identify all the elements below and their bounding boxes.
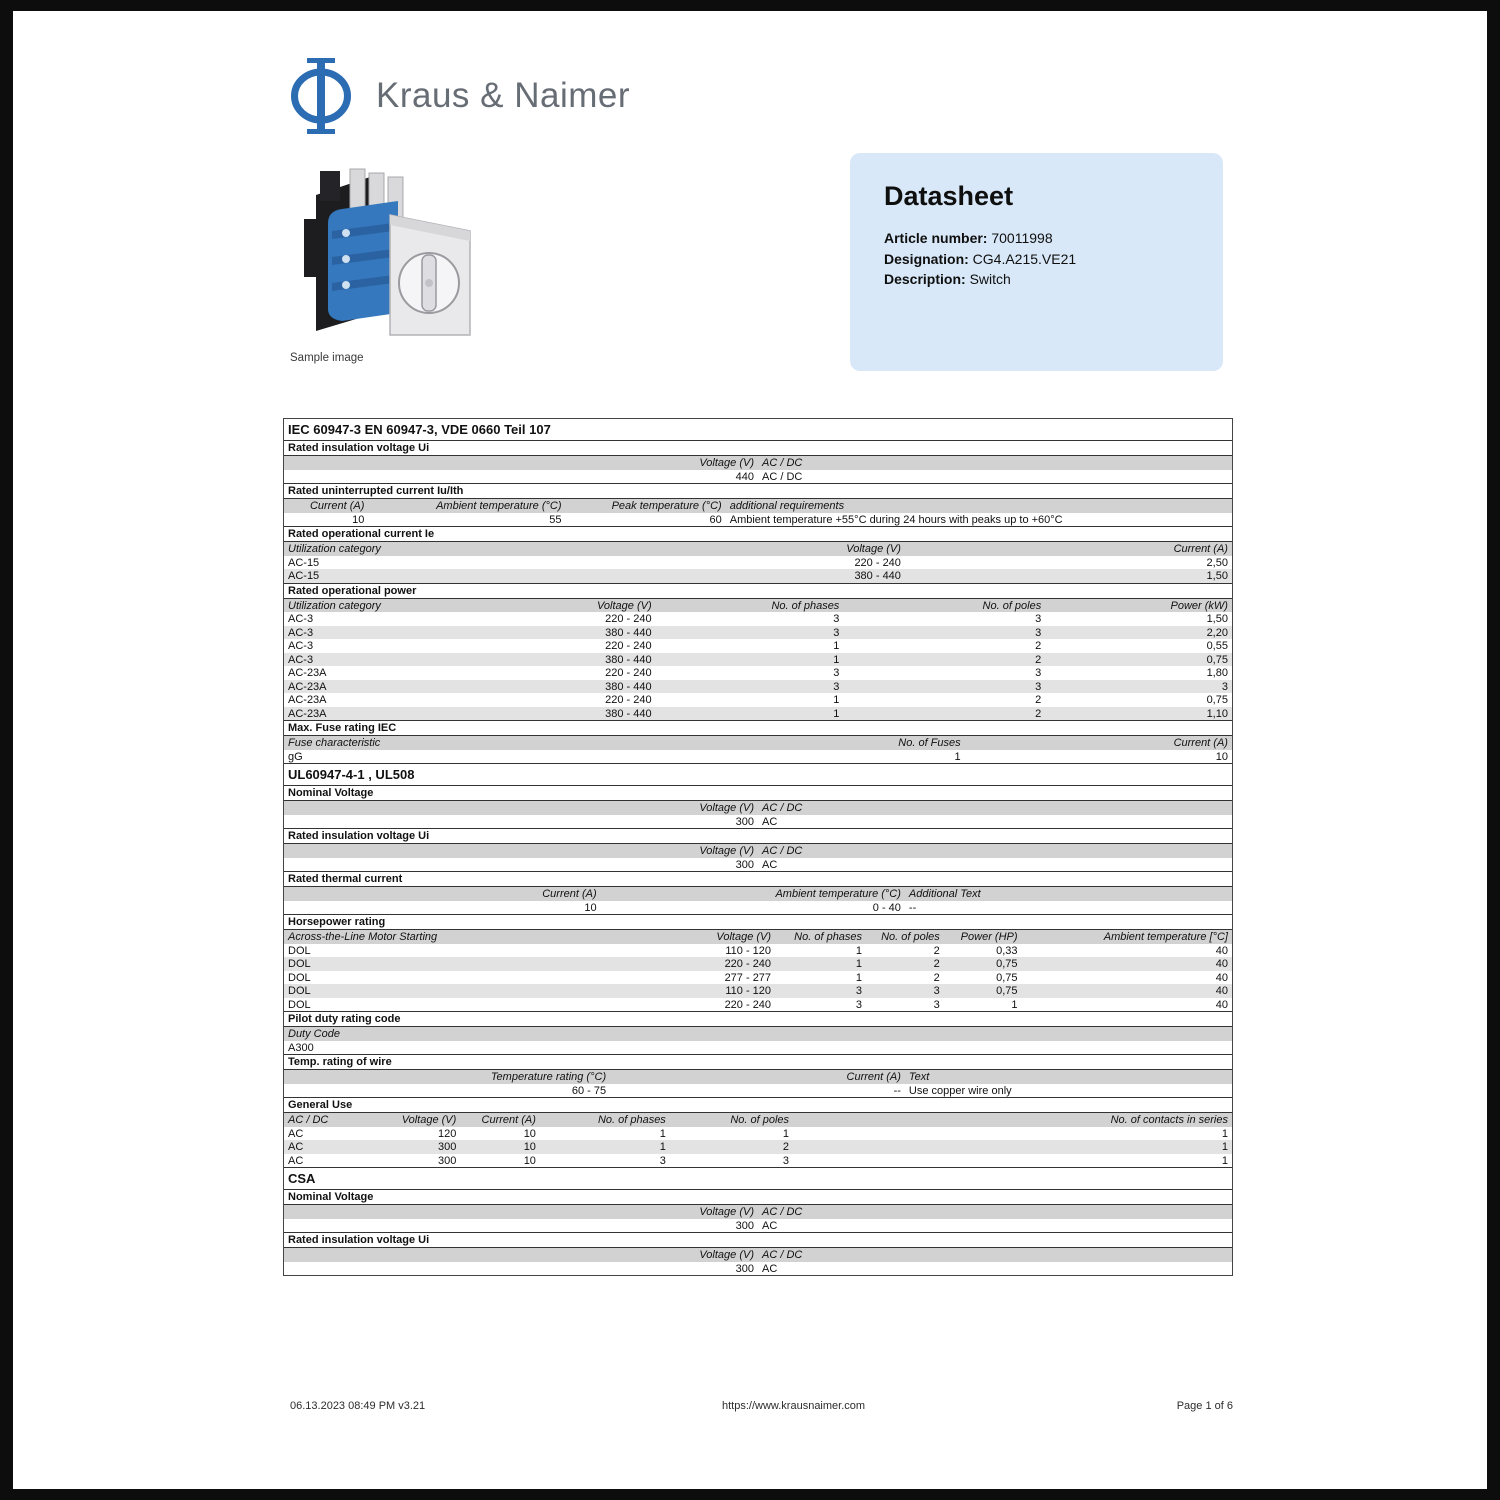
data-cell: 2 [1035, 640, 1042, 652]
column-header-cell: Voltage (V) [699, 1206, 754, 1218]
column-header-row [284, 844, 1232, 858]
data-cell: 1 [1221, 1141, 1228, 1153]
footer-url-link[interactable]: https://www.krausnaimer.com [722, 1400, 866, 1412]
data-row [284, 470, 1232, 484]
data-cell: 1 [1221, 1154, 1228, 1167]
data-row [284, 666, 1232, 680]
data-row [284, 750, 1232, 764]
column-header-cell: AC / DC [762, 802, 803, 814]
footer-page-number: Page 1 of 6 [1176, 1400, 1233, 1412]
data-cell: 0,75 [1206, 653, 1228, 666]
data-cell: 380 - 440 [854, 570, 901, 582]
data-row [284, 815, 1232, 829]
data-row [284, 957, 1232, 971]
infobox-field-value: CG4.A215.VE21 [972, 250, 1077, 267]
column-header-cell: No. of contacts in series [1110, 1114, 1228, 1126]
data-row [284, 984, 1232, 998]
column-header-row [284, 1248, 1232, 1262]
column-header-cell: Current (A) [846, 1071, 901, 1083]
subsection-title-row: Rated uninterrupted current Iu/Ith [284, 483, 1232, 499]
column-header-cell: No. of Fuses [898, 737, 961, 749]
data-cell: 3 [1035, 626, 1042, 639]
data-row [284, 513, 1232, 527]
data-cell: 1 [833, 653, 840, 666]
subsection-title-row: General Use [284, 1097, 1232, 1113]
brand-logo [290, 56, 630, 136]
data-cell: AC [762, 815, 778, 828]
column-header-cell: Additional Text [908, 888, 981, 900]
data-cell: AC [762, 1262, 778, 1275]
data-cell: 220 - 240 [605, 613, 652, 625]
data-cell: 300 [735, 1219, 754, 1232]
column-header-cell: Voltage (V) [846, 543, 901, 555]
subsection-title-row: Rated thermal current [284, 871, 1232, 887]
data-cell: DOL [288, 958, 311, 970]
subsection-title-row: Temp. rating of wire [284, 1054, 1232, 1070]
data-cell: AC-23A [288, 694, 327, 706]
column-header-row [284, 801, 1232, 815]
infobox-field [884, 228, 1189, 249]
data-row [284, 693, 1232, 707]
data-row [284, 971, 1232, 985]
data-cell: 1 [833, 694, 840, 706]
data-cell: 60 - 75 [571, 1084, 607, 1097]
data-cell: AC-23A [288, 680, 327, 693]
data-cell: 1,50 [1206, 570, 1228, 582]
data-cell: 2 [1035, 653, 1042, 666]
column-header-cell: Across-the-Line Motor Starting [288, 931, 438, 943]
data-cell: 380 - 440 [605, 707, 652, 720]
data-cell: 300 [735, 1262, 754, 1275]
column-header-cell: Voltage (V) [699, 845, 754, 857]
column-header-cell: Current (A) [542, 888, 597, 900]
column-header-cell: Utilization category [288, 543, 381, 555]
sample-image-caption: Sample image [290, 352, 364, 364]
column-header-row [284, 499, 1232, 513]
data-cell: AC [762, 858, 778, 871]
data-cell: 120 [437, 1127, 457, 1140]
column-header-row [284, 930, 1232, 944]
data-cell: 40 [1215, 985, 1228, 997]
data-cell: AC-3 [288, 626, 314, 639]
column-header-cell: Voltage (V) [716, 931, 772, 943]
column-header-cell: Voltage (V) [699, 802, 754, 814]
data-cell: DOL [288, 998, 311, 1011]
column-header-row [284, 1205, 1232, 1219]
column-header-cell: Ambient temperature (°C) [775, 888, 901, 900]
data-cell: 1 [855, 944, 863, 957]
column-header-cell: Current (A) [1173, 737, 1228, 749]
data-cell: 300 [437, 1154, 457, 1167]
subsection-title-row: Pilot duty rating code [284, 1011, 1232, 1027]
infobox-field-label: Designation: [884, 250, 973, 267]
data-cell: 0 - 40 [872, 901, 901, 914]
data-cell: 1 [833, 640, 840, 652]
infobox-field-value: Switch [969, 271, 1011, 287]
subsection-title-row: Rated insulation voltage Ui [284, 441, 1232, 456]
data-cell: 1,50 [1206, 613, 1228, 625]
infobox-fields [884, 228, 1189, 290]
column-header-cell: AC / DC [762, 1249, 803, 1261]
column-header-cell: Fuse characteristic [288, 737, 381, 749]
column-header-cell: AC / DC [762, 1206, 803, 1218]
data-cell: 220 - 240 [605, 640, 652, 652]
data-cell: 10 [523, 1141, 536, 1153]
data-cell: 0,75 [996, 971, 1018, 984]
data-cell: 40 [1215, 998, 1228, 1011]
data-cell: 1 [1011, 998, 1018, 1011]
data-row [284, 1041, 1232, 1055]
data-cell: AC-23A [288, 707, 327, 720]
column-header-cell: Voltage (V) [699, 457, 754, 469]
infobox-field-label: Description: [884, 271, 970, 287]
data-cell: 10 [1215, 750, 1228, 763]
data-cell: 10 [352, 513, 365, 526]
data-cell: AC-3 [288, 640, 314, 652]
column-header-cell: AC / DC [762, 457, 803, 469]
data-cell: AC-15 [288, 556, 320, 569]
phi-logo-icon [290, 56, 352, 136]
subsection-title-row: Rated operational power [284, 583, 1232, 599]
data-cell: AC-15 [288, 570, 320, 582]
column-header-row [284, 887, 1232, 901]
infobox-field [884, 269, 1189, 290]
data-cell: -- [908, 901, 917, 914]
data-cell: 60 [709, 513, 722, 526]
infobox-title: Datasheet [884, 181, 1014, 211]
column-header-cell: No. of poles [881, 931, 940, 943]
data-cell: 3 [1035, 667, 1042, 679]
data-cell: A300 [288, 1041, 314, 1054]
column-header-cell: No. of poles [730, 1114, 790, 1126]
data-cell: AC [288, 1141, 304, 1153]
data-cell: 0,75 [1206, 694, 1228, 706]
data-cell: Ambient temperature +55°C during 24 hours with peaks up to +60°C [729, 513, 1063, 526]
data-row [284, 1219, 1232, 1233]
data-row [284, 1084, 1232, 1098]
data-cell: 2 [1035, 694, 1042, 706]
data-row [284, 1154, 1232, 1168]
data-cell: DOL [288, 985, 311, 997]
column-header-cell: No. of phases [794, 931, 863, 943]
data-cell: 2 [933, 944, 940, 957]
subsection-title-row: Rated insulation voltage Ui [284, 1232, 1232, 1248]
data-cell: 220 - 240 [724, 958, 772, 970]
data-row [284, 626, 1232, 640]
data-cell: 440 [735, 470, 754, 483]
data-row [284, 556, 1232, 570]
data-row [284, 1262, 1232, 1276]
data-row [284, 901, 1232, 915]
subsection-title-row: Nominal Voltage [284, 786, 1232, 801]
data-cell: 2,50 [1206, 556, 1228, 569]
column-header-row [284, 1113, 1232, 1127]
subsection-title-row: Rated insulation voltage Ui [284, 828, 1232, 844]
data-cell: 3 [833, 667, 840, 679]
column-header-cell: Current (A) [481, 1114, 536, 1126]
data-cell: 1 [833, 707, 840, 720]
data-cell: 3 [855, 985, 863, 997]
data-cell: 10 [523, 1127, 536, 1140]
data-cell: 2 [933, 958, 940, 970]
data-cell: 2,20 [1206, 626, 1228, 639]
section-title-row: IEC 60947-3 EN 60947-3, VDE 0660 Teil 107 [284, 419, 1232, 441]
data-cell: 1 [659, 1141, 666, 1153]
data-cell: AC [288, 1154, 304, 1167]
data-row [284, 1140, 1232, 1154]
data-cell: 1,10 [1206, 707, 1228, 720]
page-footer [283, 1400, 1233, 1414]
data-cell: gG [288, 750, 303, 763]
subsection-title-row: Max. Fuse rating IEC [284, 720, 1232, 736]
column-header-cell: Current (A) [1173, 543, 1228, 555]
data-row [284, 569, 1232, 583]
column-header-row [284, 1070, 1232, 1084]
column-header-cell: additional requirements [729, 500, 845, 512]
data-cell: Use copper wire only [908, 1084, 1012, 1097]
data-row [284, 612, 1232, 626]
datasheet-page [13, 11, 1487, 1489]
column-header-cell: Text [908, 1071, 930, 1083]
data-cell: 110 - 120 [725, 944, 772, 957]
data-cell: AC [288, 1127, 304, 1140]
column-header-row [284, 599, 1232, 613]
data-row [284, 707, 1232, 721]
column-header-cell: No. of phases [771, 599, 840, 612]
data-cell: 40 [1215, 944, 1228, 957]
column-header-row [284, 736, 1232, 750]
data-cell: 3 [659, 1154, 666, 1167]
column-header-cell: Power (HP) [960, 931, 1018, 943]
column-header-cell: No. of phases [597, 1114, 666, 1126]
data-cell: 3 [833, 626, 840, 639]
data-cell: AC-3 [288, 613, 314, 625]
spec-table [283, 418, 1233, 1276]
column-header-cell: Current (A) [309, 500, 365, 512]
data-cell: 380 - 440 [605, 653, 652, 666]
subsection-title-row: Nominal Voltage [284, 1190, 1232, 1205]
footer-date-version: 06.13.2023 08:49 PM v3.21 [290, 1400, 426, 1412]
infobox-field-value: 70011998 [991, 230, 1053, 246]
switch-illustration-icon [298, 161, 488, 351]
column-header-cell: AC / DC [288, 1114, 329, 1126]
data-cell: 1 [855, 971, 863, 984]
infobox-field [884, 249, 1189, 270]
column-header-cell: Voltage (V) [596, 599, 652, 612]
column-header-cell: Ambient temperature (°C) [436, 500, 562, 512]
data-row [284, 1127, 1232, 1141]
data-cell: 1 [954, 750, 961, 763]
data-cell: 3 [833, 613, 840, 625]
column-header-cell: Duty Code [288, 1028, 340, 1040]
data-cell: 300 [437, 1141, 457, 1153]
section-title-row: UL60947-4-1 , UL508 [284, 763, 1232, 786]
data-cell: 1 [782, 1127, 790, 1140]
data-cell: 380 - 440 [605, 680, 652, 693]
data-cell: AC-23A [288, 667, 327, 679]
column-header-cell: Temperature rating (°C) [490, 1071, 607, 1083]
data-cell: 0,75 [996, 985, 1018, 997]
data-cell: 220 - 240 [605, 694, 652, 706]
data-cell: 220 - 240 [605, 667, 652, 679]
data-cell: 3 [1221, 680, 1228, 693]
column-header-cell: No. of poles [982, 599, 1042, 612]
infobox-field-label: Article number: [884, 230, 992, 246]
column-header-cell: Utilization category [288, 599, 381, 612]
column-header-row [284, 542, 1232, 556]
data-cell: 10 [523, 1154, 536, 1167]
column-header-cell: Peak temperature (°C) [611, 500, 722, 512]
section-title-row: CSA [284, 1167, 1232, 1190]
data-cell: 3 [933, 985, 940, 997]
data-cell: 55 [549, 513, 562, 526]
column-header-row [284, 1027, 1232, 1041]
data-cell: 277 - 277 [724, 971, 772, 984]
data-row [284, 639, 1232, 653]
data-cell: AC-3 [288, 653, 314, 666]
datasheet-infobox [850, 153, 1223, 371]
data-cell: AC / DC [762, 470, 803, 483]
data-cell: 380 - 440 [605, 626, 652, 639]
data-cell: 300 [735, 815, 754, 828]
data-cell: DOL [288, 944, 311, 957]
data-cell: 300 [735, 858, 754, 871]
product-image [298, 161, 488, 351]
data-cell: 2 [782, 1141, 790, 1153]
data-cell: 3 [782, 1154, 790, 1167]
column-header-cell: Ambient temperature [°C] [1103, 931, 1228, 943]
data-cell: 110 - 120 [725, 985, 772, 997]
column-header-cell: Voltage (V) [401, 1114, 457, 1126]
data-cell: 3 [855, 998, 863, 1011]
data-cell: 40 [1215, 958, 1228, 970]
subsection-title-row: Horsepower rating [284, 914, 1232, 930]
data-cell: 3 [1035, 680, 1042, 693]
data-cell: DOL [288, 971, 311, 984]
data-row [284, 944, 1232, 958]
data-row [284, 998, 1232, 1012]
data-cell: 3 [933, 998, 940, 1011]
data-row [284, 680, 1232, 694]
data-cell: 40 [1215, 971, 1228, 984]
data-cell: 1,80 [1206, 667, 1228, 679]
data-cell: 0,55 [1206, 640, 1228, 652]
data-cell: 0,33 [996, 944, 1018, 957]
subsection-title-row: Rated operational current Ie [284, 526, 1232, 542]
data-cell: 0,75 [996, 958, 1018, 970]
column-header-cell: AC / DC [762, 845, 803, 857]
data-cell: AC [762, 1219, 778, 1232]
data-row [284, 858, 1232, 872]
data-cell: 2 [933, 971, 940, 984]
data-cell: 3 [1035, 613, 1042, 625]
data-cell: 10 [584, 901, 597, 914]
data-cell: -- [893, 1084, 901, 1097]
column-header-row [284, 456, 1232, 470]
data-cell: 220 - 240 [724, 998, 772, 1011]
brand-name: Kraus & Naimer [376, 76, 631, 115]
column-header-cell: Power (kW) [1170, 599, 1228, 612]
data-row [284, 653, 1232, 667]
data-cell: 3 [833, 680, 840, 693]
data-cell: 1 [855, 958, 863, 970]
column-header-cell: Voltage (V) [699, 1249, 754, 1261]
data-cell: 2 [1035, 707, 1042, 720]
data-cell: 1 [659, 1127, 666, 1140]
data-cell: 1 [1221, 1127, 1228, 1140]
data-cell: 220 - 240 [854, 556, 901, 569]
